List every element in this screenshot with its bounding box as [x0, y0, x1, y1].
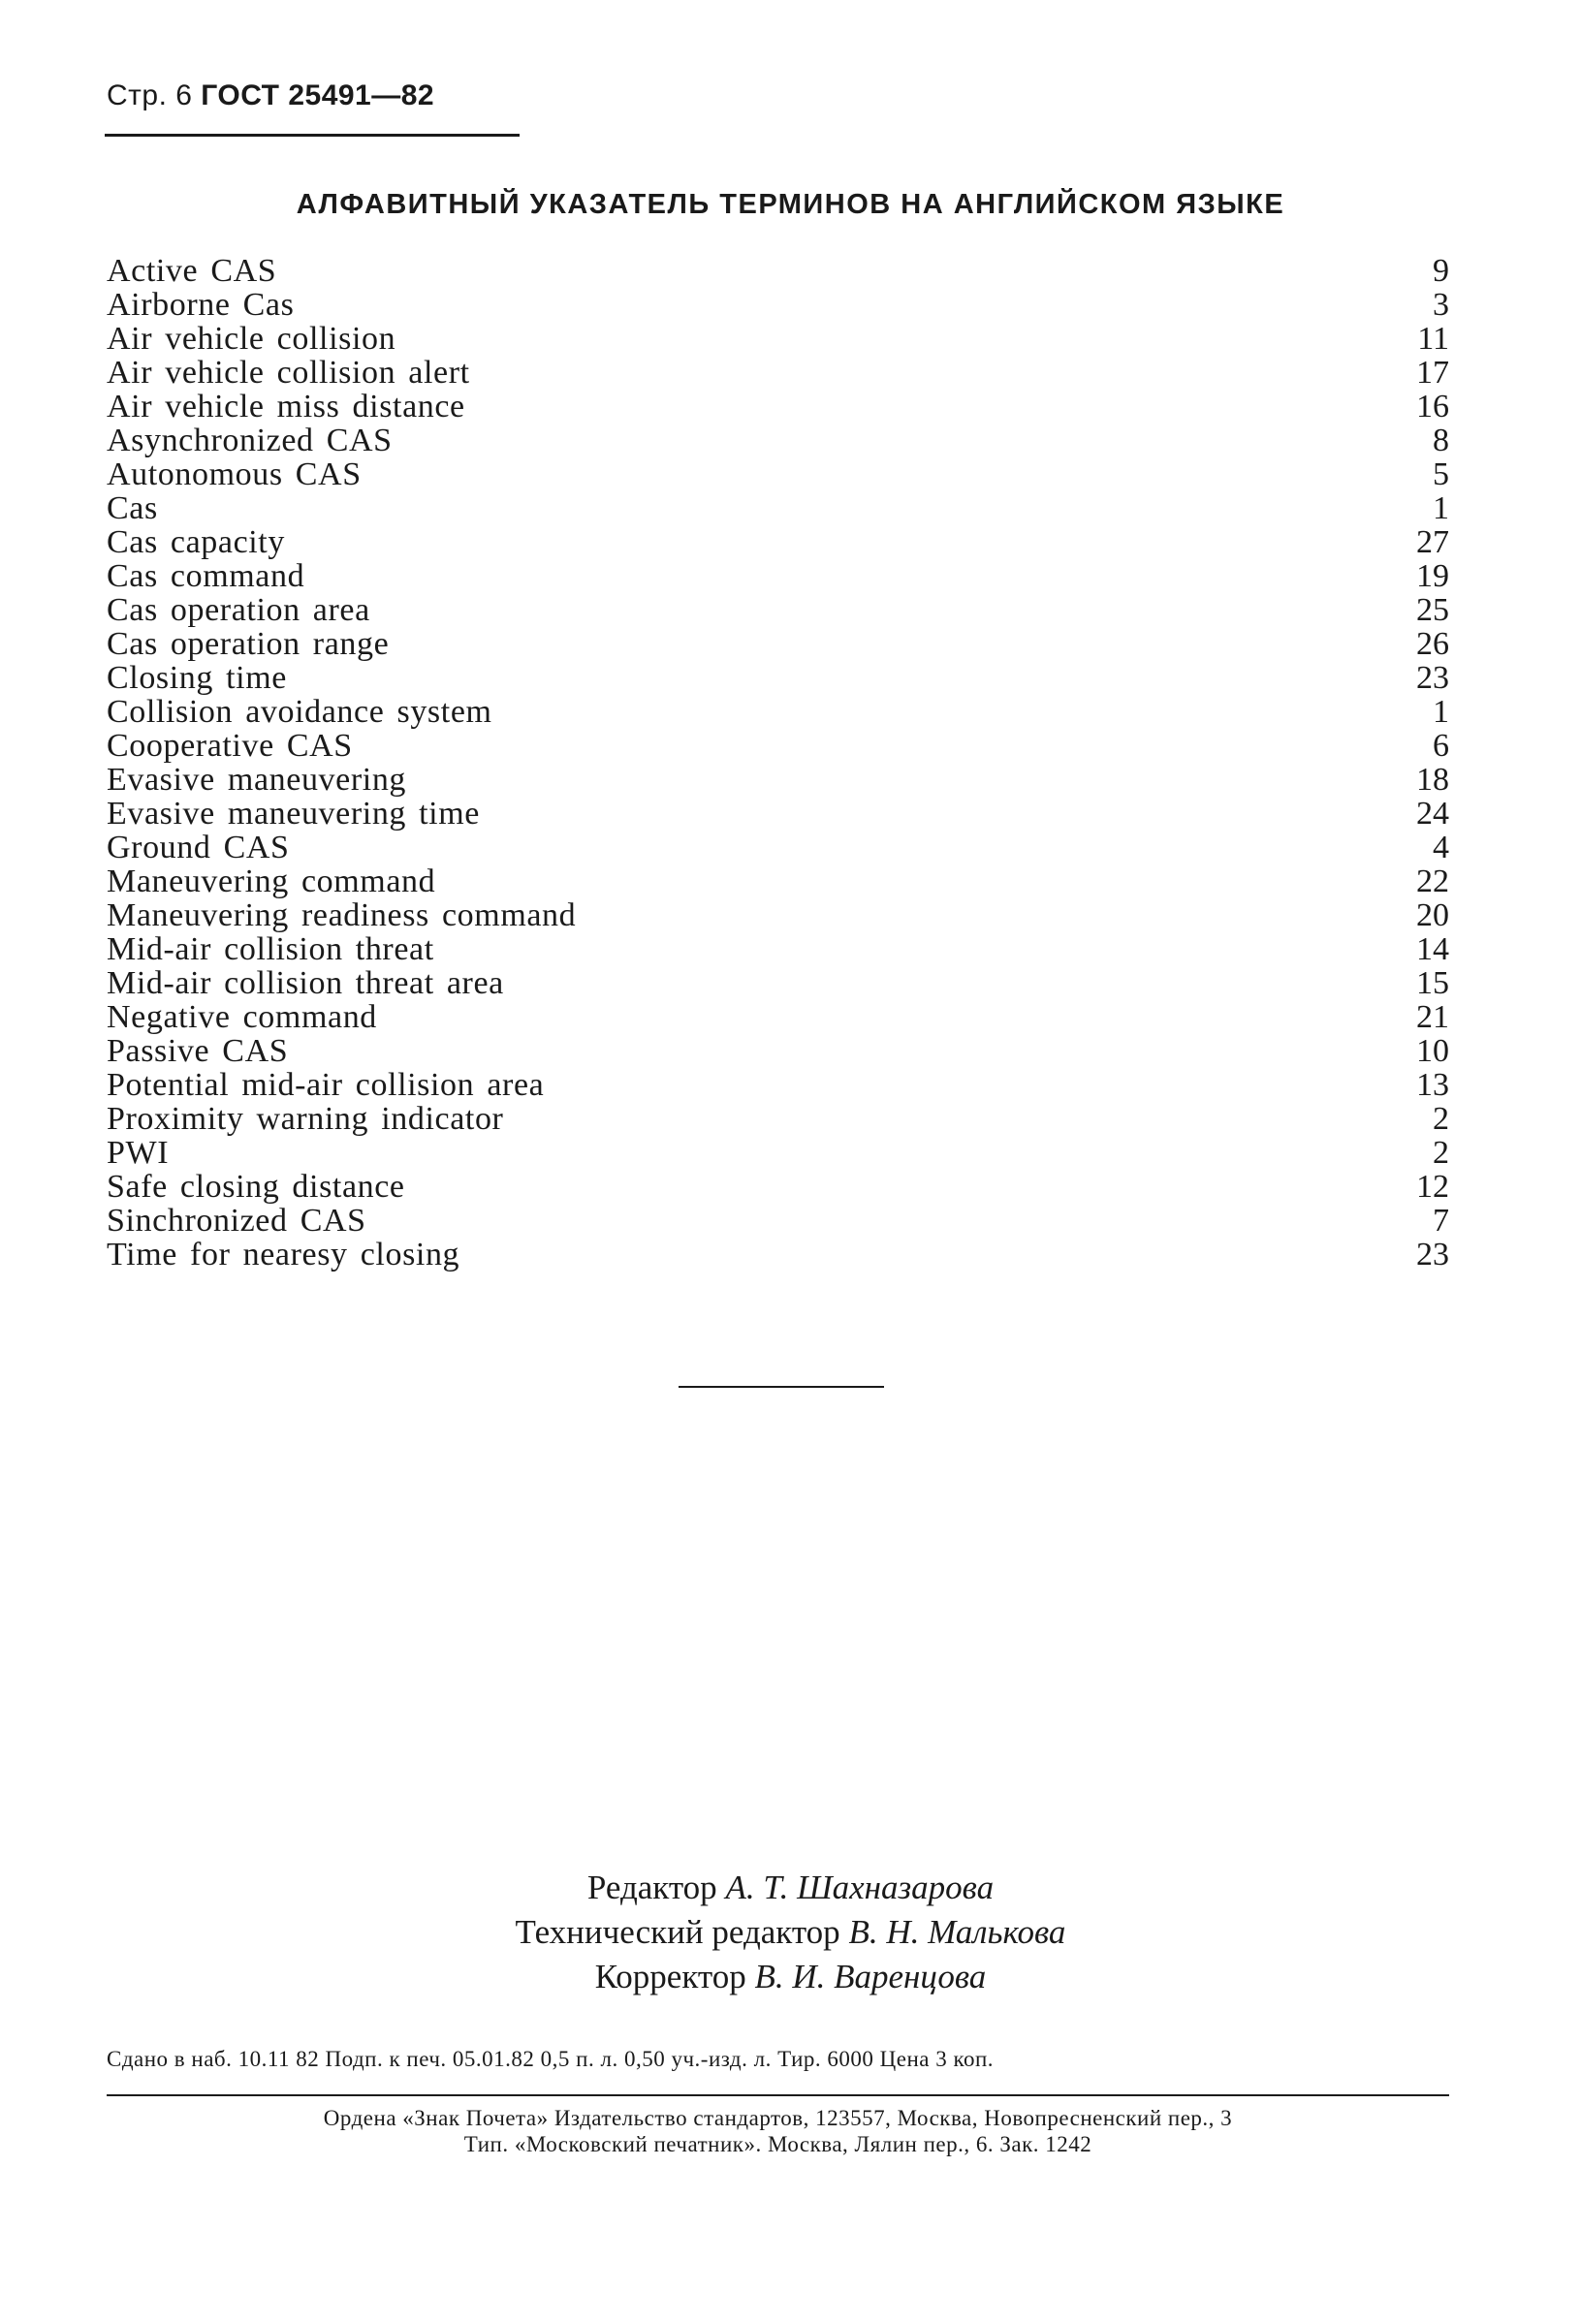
index-term-number: 22	[1416, 864, 1449, 899]
index-term-number: 16	[1416, 389, 1449, 424]
index-term-number: 5	[1433, 456, 1449, 492]
index-term-number: 17	[1416, 355, 1449, 391]
index-term-number: 7	[1433, 1203, 1449, 1239]
index-entry	[107, 593, 1449, 627]
index-term: Evasive maneuvering time	[107, 796, 480, 832]
index-term-number: 19	[1416, 558, 1449, 594]
index-term-number: 9	[1433, 253, 1449, 289]
index-entry	[107, 966, 1449, 1000]
index-term-number: 1	[1433, 490, 1449, 526]
index-term-number: 26	[1416, 626, 1449, 662]
standard-number: ГОСТ 25491—82	[201, 79, 435, 111]
credit-role: Технический редактор	[515, 1913, 840, 1951]
index-entry	[107, 864, 1449, 898]
credit-corrector	[0, 1955, 1581, 1999]
publisher-info	[107, 2105, 1449, 2157]
credit-name: А. Т. Шахназарова	[725, 1869, 995, 1906]
index-term: Cas operation range	[107, 626, 390, 662]
index-entry	[107, 356, 1449, 390]
index-term: Cas operation area	[107, 592, 370, 628]
imprint-rule	[107, 2094, 1449, 2096]
index-term: Closing time	[107, 660, 287, 696]
index-entry	[107, 1000, 1449, 1034]
index-entry	[107, 898, 1449, 932]
index-term: PWI	[107, 1135, 170, 1171]
index-term: Time for nearesy closing	[107, 1237, 460, 1272]
index-term-number: 10	[1416, 1033, 1449, 1069]
index-term-number: 13	[1416, 1067, 1449, 1103]
index-entry	[107, 1238, 1449, 1272]
credit-name: В. И. Варенцова	[754, 1958, 987, 1995]
index-term: Cas	[107, 490, 158, 526]
index-term-number: 18	[1416, 762, 1449, 798]
index-entry	[107, 322, 1449, 356]
header-rule	[105, 134, 520, 137]
index-entry	[107, 1068, 1449, 1102]
index-entry	[107, 831, 1449, 864]
index-term-number: 11	[1417, 321, 1449, 357]
index-term: Sinchronized CAS	[107, 1203, 366, 1239]
printer-line: Тип. «Московский печатник». Москва, Лялин пер., 6. Зак. 1242	[463, 2132, 1092, 2156]
index-entry	[107, 627, 1449, 661]
index-entry	[107, 525, 1449, 559]
credit-role: Редактор	[586, 1869, 717, 1906]
index-entry	[107, 559, 1449, 593]
index-term: Cas capacity	[107, 524, 285, 560]
index-term: Asynchronized CAS	[107, 423, 393, 458]
index-term: Ground CAS	[107, 830, 290, 865]
index-entry	[107, 491, 1449, 525]
credit-tech-editor	[0, 1910, 1581, 1955]
index-entry	[107, 695, 1449, 729]
term-index-list	[107, 254, 1449, 1272]
index-entry	[107, 661, 1449, 695]
credits-block	[0, 1866, 1581, 1999]
index-term: Airborne Cas	[107, 287, 295, 323]
index-term: Air vehicle collision	[107, 321, 396, 357]
page-header	[107, 79, 434, 112]
index-entry	[107, 1170, 1449, 1204]
index-term-number: 8	[1433, 423, 1449, 458]
index-term: Potential mid-air collision area	[107, 1067, 545, 1103]
index-term: Proximity warning indicator	[107, 1101, 504, 1137]
credit-editor	[0, 1866, 1581, 1910]
index-term-number: 15	[1416, 965, 1449, 1001]
index-entry	[107, 1102, 1449, 1136]
index-entry	[107, 729, 1449, 763]
index-term-number: 14	[1416, 931, 1449, 967]
index-title: АЛФАВИТНЫЙ УКАЗАТЕЛЬ ТЕРМИНОВ НА АНГЛИЙСКОМ ЯЗЫКЕ	[296, 189, 1285, 220]
index-term-number: 20	[1416, 897, 1449, 933]
index-entry	[107, 932, 1449, 966]
publisher-line: Ордена «Знак Почета» Издательство стандартов, 123557, Москва, Новопресненский пер., 3	[323, 2106, 1233, 2130]
index-term-number: 2	[1433, 1135, 1449, 1171]
print-imprint: Сдано в наб. 10.11 82 Подп. к печ. 05.01.82 0,5 п. л. 0,50 уч.-изд. л. Тир. 6000 Цена 3 коп.	[107, 2047, 995, 2071]
index-term: Cas command	[107, 558, 305, 594]
index-term-number: 27	[1416, 524, 1449, 560]
section-divider	[679, 1386, 884, 1388]
index-term-number: 23	[1416, 660, 1449, 696]
index-term-number: 2	[1433, 1101, 1449, 1137]
index-term-number: 1	[1433, 694, 1449, 730]
index-term: Safe closing distance	[107, 1169, 405, 1205]
index-entry	[107, 797, 1449, 831]
index-term: Air vehicle collision alert	[107, 355, 470, 391]
index-entry	[107, 1136, 1449, 1170]
index-term: Maneuvering readiness command	[107, 897, 577, 933]
index-entry	[107, 288, 1449, 322]
index-term: Active CAS	[107, 253, 277, 289]
index-entry	[107, 390, 1449, 424]
index-entry	[107, 763, 1449, 797]
index-entry	[107, 254, 1449, 288]
index-entry	[107, 457, 1449, 491]
index-entry	[107, 424, 1449, 457]
index-term-number: 24	[1416, 796, 1449, 832]
index-term: Air vehicle miss distance	[107, 389, 465, 424]
index-term-number: 4	[1433, 830, 1449, 865]
credit-name: В. Н. Малькова	[848, 1913, 1066, 1951]
index-term: Passive CAS	[107, 1033, 289, 1069]
index-term-number: 25	[1416, 592, 1449, 628]
index-term-number: 3	[1433, 287, 1449, 323]
index-term: Negative command	[107, 999, 377, 1035]
index-entry	[107, 1204, 1449, 1238]
index-term: Mid-air collision threat area	[107, 965, 504, 1001]
index-term: Mid-air collision threat	[107, 931, 434, 967]
index-term-number: 21	[1416, 999, 1449, 1035]
page-number: Стр. 6	[107, 79, 193, 111]
index-term: Evasive maneuvering	[107, 762, 407, 798]
index-term-number: 23	[1416, 1237, 1449, 1272]
index-term: Collision avoidance system	[107, 694, 492, 730]
index-term-number: 6	[1433, 728, 1449, 764]
index-term: Autonomous CAS	[107, 456, 362, 492]
index-term: Cooperative CAS	[107, 728, 353, 764]
index-entry	[107, 1034, 1449, 1068]
index-term: Maneuvering command	[107, 864, 436, 899]
credit-role: Корректор	[594, 1958, 746, 1995]
index-term-number: 12	[1416, 1169, 1449, 1205]
